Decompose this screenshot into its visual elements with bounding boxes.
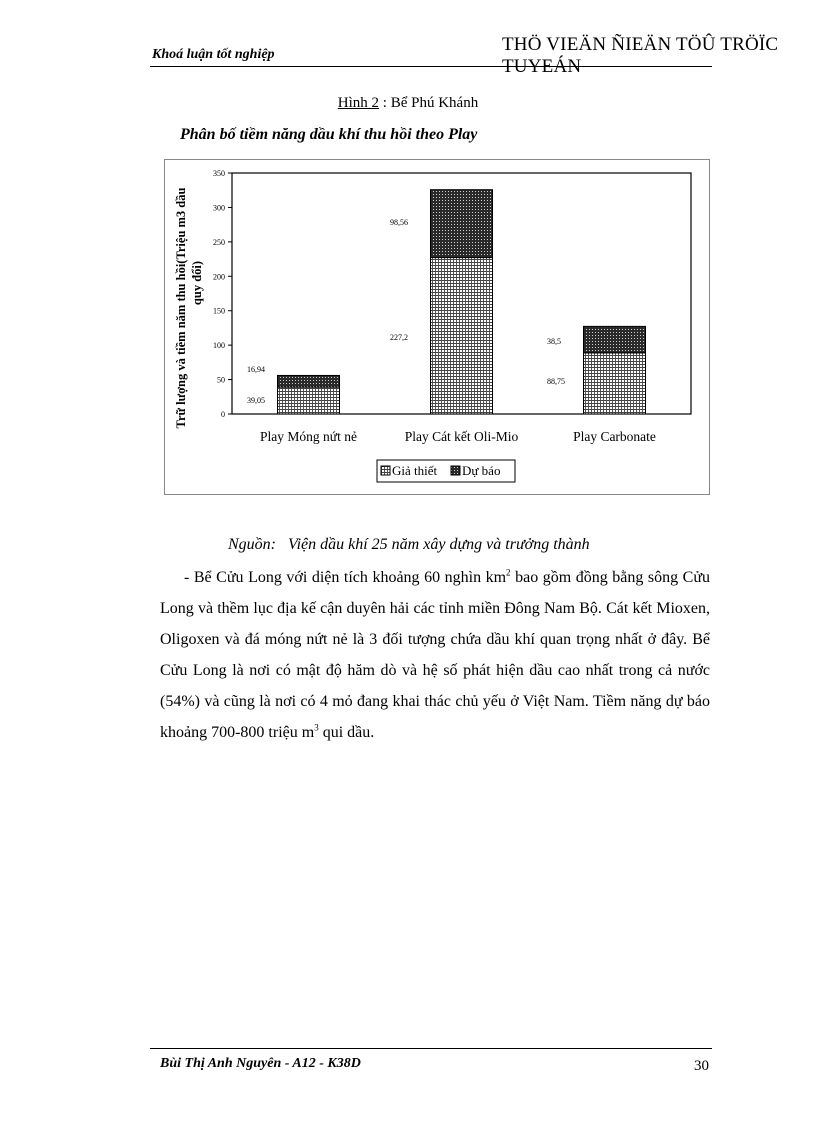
figure-caption-rest: : Bể Phú Khánh (379, 95, 479, 111)
y-tick-label: 300 (213, 203, 225, 213)
x-tick-label: Play Cát kết Oli-Mio (404, 429, 519, 444)
y-tick-label: 50 (217, 375, 225, 385)
para-part2: bao gồm đồng bằng sông Cửu Long và thềm lục địa kế cận duyên hải các tỉnh miền Đông Nam Bộ. Cát kết Mioxen, Oligoxen và đá móng nứt nẻ là 3 đối tượng chứa dầu khí quan trọng nhất ở đây. Bể Cửu Long là nơi có mật độ hăm dò và hệ số phát hiện dầu cao nhất trong cả nước (54%) và cũng là nơi có 4 mỏ đang khai thác chủ yếu ở Việt Nam. Tiềm năng dự báo khoảng 700-800 triệu m (160, 569, 710, 741)
legend-swatch-gia-thiet (381, 466, 390, 475)
legend-swatch-du-bao (451, 466, 460, 475)
header-right-title: THÖ VIEÄN ÑIEÄN TÖÛ TRÖÏC TUYEÁN (502, 34, 779, 77)
data-label: 88,75 (547, 377, 565, 386)
legend-label-gia-thiet: Giả thiết (392, 463, 438, 478)
header-left-title: Khoá luận tốt nghiệp (152, 47, 275, 62)
bar-du-bao (584, 326, 646, 353)
chart-frame (164, 159, 710, 495)
source-label: Nguồn: (228, 536, 276, 553)
chart-title: Phân bố tiềm năng dầu khí thu hồi theo Play (180, 126, 478, 143)
figure-caption (0, 95, 816, 112)
x-tick-label: Play Móng nứt nẻ (260, 429, 357, 444)
legend-label-du-bao: Dự báo (462, 463, 501, 478)
data-label: 98,56 (390, 218, 408, 227)
bar-gia-thiet (584, 353, 646, 414)
bar-gia-thiet (278, 387, 340, 414)
footer-rule (150, 1048, 712, 1049)
y-tick-label: 100 (213, 341, 225, 351)
bar-du-bao (431, 190, 493, 258)
figure-label: Hình 2 (337, 95, 380, 111)
bar-gia-thiet (431, 258, 493, 414)
y-axis-title-line2: quy đổi) (190, 260, 204, 306)
para-part1: - Bể Cửu Long với diện tích khoảng 60 nghìn km (184, 569, 507, 586)
y-tick-label: 150 (213, 306, 225, 316)
page-number: 30 (694, 1058, 709, 1074)
body-paragraph (160, 562, 710, 748)
source-text: Viện dầu khí 25 năm xây dựng và trưởng thành (288, 536, 590, 553)
para-part3: qui dầu. (318, 724, 375, 741)
footer-author: Bùi Thị Anh Nguyên - A12 - K38D (160, 1056, 361, 1071)
y-tick-label: 0 (221, 410, 225, 419)
header-rule (150, 66, 712, 67)
y-tick-label: 200 (213, 272, 225, 282)
y-tick-label: 250 (213, 237, 225, 247)
data-label: 227,2 (390, 333, 408, 342)
data-label: 39,05 (247, 396, 265, 405)
source-note (228, 536, 590, 554)
x-tick-label: Play Carbonate (573, 429, 656, 444)
data-label: 16,94 (247, 365, 265, 374)
para-sup1: 2 (506, 567, 511, 578)
y-axis-title: Trữ lượng và tiềm năm thu hồi(Triệu m3 dầu (174, 187, 188, 429)
data-label: 38,5 (547, 337, 561, 346)
bar-du-bao (278, 375, 340, 387)
para-sup2: 3 (314, 722, 319, 733)
y-tick-label: 350 (213, 169, 225, 178)
chart (165, 160, 711, 496)
